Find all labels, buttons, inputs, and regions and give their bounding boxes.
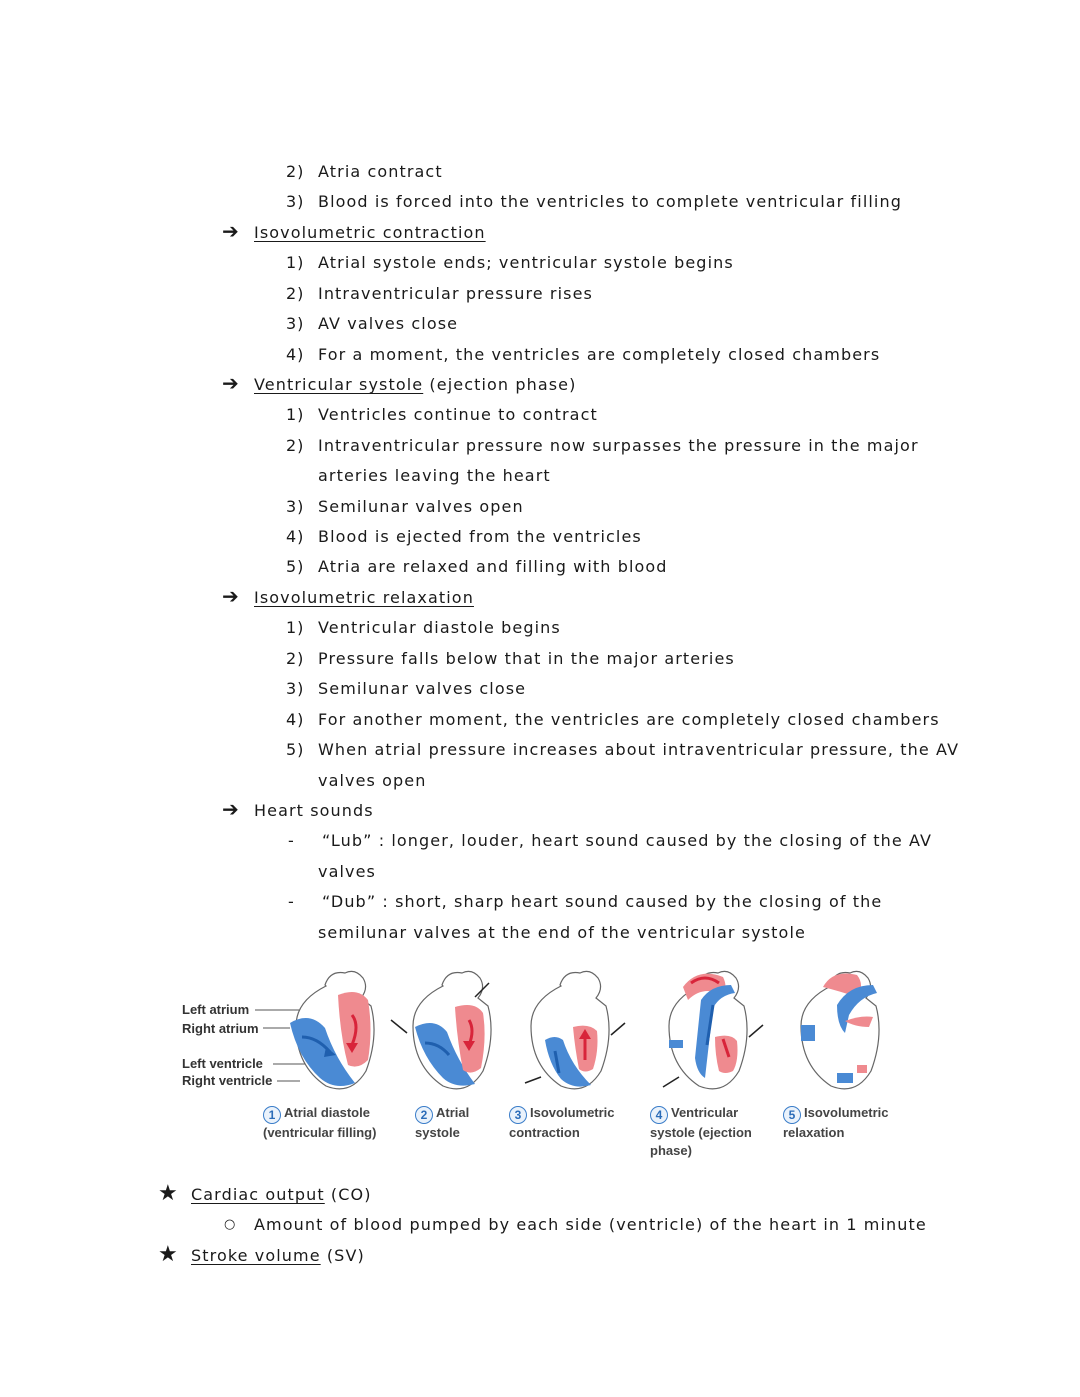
section-heading: Isovolumetric contraction xyxy=(254,223,486,242)
list-number: 2) xyxy=(286,436,305,455)
list-number: 4) xyxy=(286,710,305,729)
list-item: Blood is forced into the ventricles to complete ventricular filling xyxy=(318,192,902,211)
dash-bullet: - xyxy=(288,892,294,911)
list-item: Semilunar valves open xyxy=(318,497,524,516)
list-item-continuation: arteries leaving the heart xyxy=(318,466,551,485)
arrow-bullet-icon: ➔ xyxy=(222,371,239,395)
list-item: Blood is ejected from the ventricles xyxy=(318,527,642,546)
caption-line: phase) xyxy=(650,1143,692,1158)
list-number: 5) xyxy=(286,557,305,576)
list-item: When atrial pressure increases about intraventricular pressure, the AV xyxy=(318,740,960,759)
stage-caption-5 xyxy=(783,1104,889,1142)
caption-line: relaxation xyxy=(783,1125,845,1140)
label-right-atrium: Right atrium xyxy=(182,1021,259,1036)
list-number: 4) xyxy=(286,345,305,364)
stage-number-badge: 4 xyxy=(650,1106,668,1124)
caption-line: Isovolumetric xyxy=(530,1105,615,1120)
list-item: Atria contract xyxy=(318,162,443,181)
section-heading: Heart sounds xyxy=(254,801,374,820)
stage-caption-1 xyxy=(263,1104,376,1142)
list-number: 4) xyxy=(286,527,305,546)
caption-line: Isovolumetric xyxy=(804,1105,889,1120)
stage-number-badge: 2 xyxy=(415,1106,433,1124)
stage-number-badge: 5 xyxy=(783,1106,801,1124)
definition-abbr: (CO) xyxy=(324,1185,372,1204)
section-heading-term: Ventricular systole xyxy=(254,375,424,394)
list-item: Intraventricular pressure now surpasses the pressure in the major xyxy=(318,436,919,455)
label-left-atrium: Left atrium xyxy=(182,1002,250,1017)
stage-caption-3 xyxy=(509,1104,615,1142)
arrow-bullet-icon: ➔ xyxy=(222,219,239,243)
definition-term: Cardiac output xyxy=(191,1185,325,1204)
list-number: 3) xyxy=(286,314,305,333)
list-item-continuation: valves xyxy=(318,862,376,881)
definition-heading xyxy=(191,1246,365,1266)
list-number: 1) xyxy=(286,618,305,637)
star-bullet-icon: ★ xyxy=(158,1242,178,1267)
section-heading xyxy=(254,375,576,395)
caption-line: (ventricular filling) xyxy=(263,1125,377,1140)
caption-line: systole xyxy=(415,1125,460,1140)
list-item: “Dub” : short, sharp heart sound caused by the closing of the xyxy=(322,892,883,911)
star-bullet-icon: ★ xyxy=(158,1181,178,1206)
list-item: Intraventricular pressure rises xyxy=(318,284,593,303)
stage-caption-2 xyxy=(415,1104,469,1142)
list-item: AV valves close xyxy=(318,314,459,333)
list-number: 3) xyxy=(286,679,305,698)
stage-number-badge: 3 xyxy=(509,1106,527,1124)
list-number: 2) xyxy=(286,284,305,303)
list-item: Semilunar valves close xyxy=(318,679,527,698)
list-item: Atria are relaxed and filling with blood xyxy=(318,557,668,576)
list-number: 3) xyxy=(286,192,305,211)
definition-term: Stroke volume xyxy=(191,1246,321,1265)
list-item: “Lub” : longer, louder, heart sound caused by the closing of the AV xyxy=(322,831,933,850)
hollow-bullet-icon: ○ xyxy=(224,1217,236,1232)
list-item: For another moment, the ventricles are completely closed chambers xyxy=(318,710,940,729)
section-heading-suffix: (ejection phase) xyxy=(423,375,577,394)
heart-illustrations xyxy=(175,965,905,1100)
list-item-continuation: semilunar valves at the end of the ventricular systole xyxy=(318,923,806,942)
list-number: 5) xyxy=(286,740,305,759)
caption-line: contraction xyxy=(509,1125,580,1140)
arrow-bullet-icon: ➔ xyxy=(222,584,239,608)
list-item: For a moment, the ventricles are completely closed chambers xyxy=(318,345,881,364)
section-heading: Isovolumetric relaxation xyxy=(254,588,474,607)
cardiac-cycle-diagram xyxy=(175,965,905,1165)
definition-text: Amount of blood pumped by each side (ventricle) of the heart in 1 minute xyxy=(254,1215,927,1234)
definition-abbr: (SV) xyxy=(320,1246,365,1265)
list-item: Atrial systole ends; ventricular systole begins xyxy=(318,253,734,272)
list-number: 2) xyxy=(286,162,305,181)
list-item: Ventricles continue to contract xyxy=(318,405,598,424)
label-right-ventricle: Right ventricle xyxy=(182,1073,273,1088)
list-number: 1) xyxy=(286,253,305,272)
caption-line: systole (ejection xyxy=(650,1125,752,1140)
stage-number-badge: 1 xyxy=(263,1106,281,1124)
stage-caption-4 xyxy=(650,1104,752,1160)
caption-line: Atrial xyxy=(436,1105,470,1120)
list-item: Ventricular diastole begins xyxy=(318,618,561,637)
definition-heading xyxy=(191,1185,372,1205)
list-number: 2) xyxy=(286,649,305,668)
caption-line: Atrial diastole xyxy=(284,1105,370,1120)
label-left-ventricle: Left ventricle xyxy=(182,1056,263,1071)
list-number: 3) xyxy=(286,497,305,516)
list-item-continuation: valves open xyxy=(318,771,427,790)
list-item: Pressure falls below that in the major arteries xyxy=(318,649,735,668)
dash-bullet: - xyxy=(288,831,294,850)
caption-line: Ventricular xyxy=(671,1105,739,1120)
arrow-bullet-icon: ➔ xyxy=(222,797,239,821)
list-number: 1) xyxy=(286,405,305,424)
